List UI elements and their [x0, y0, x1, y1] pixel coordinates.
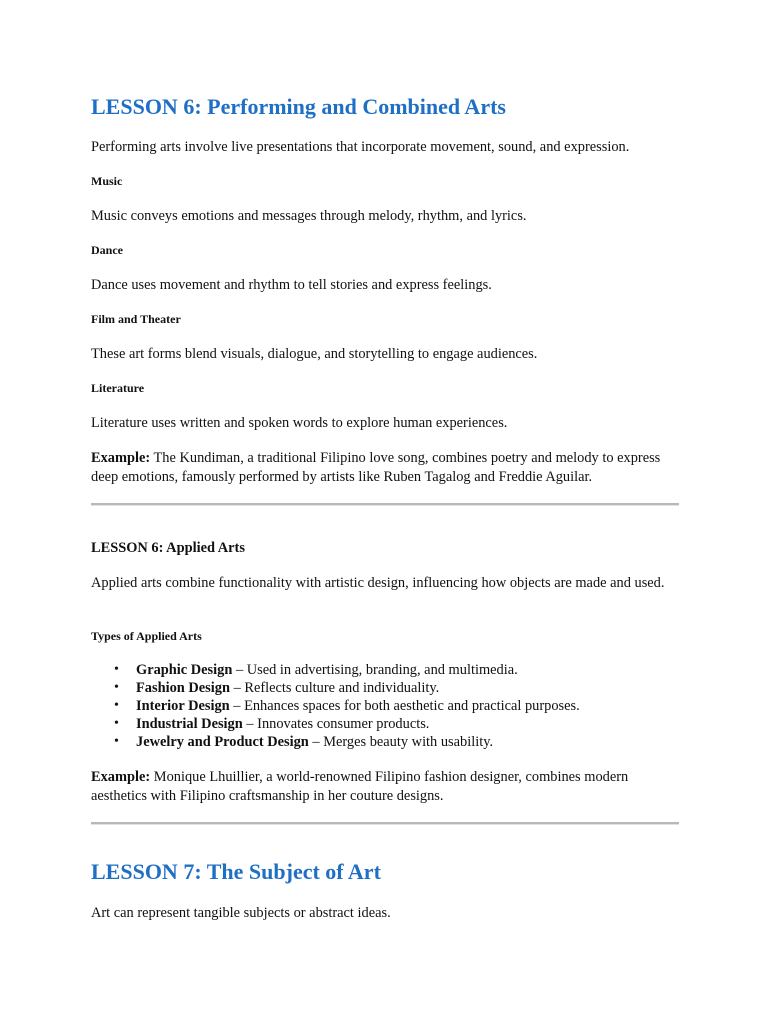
list-item-desc: – Merges beauty with usability. [308, 734, 494, 750]
horizontal-divider [91, 822, 679, 825]
section-text-literature: Literature uses written and spoken words to explore human experiences. [91, 415, 508, 431]
list-item [91, 679, 679, 697]
section-heading-music: Music [91, 174, 123, 188]
section-text-film-theater: These art forms blend visuals, dialogue, and storytelling to engage audiences. [91, 346, 538, 362]
list-item [91, 715, 679, 733]
bullet-icon: • [114, 716, 119, 731]
lesson6-applied-title: LESSON 6: Applied Arts [91, 540, 245, 556]
list-item-term: Interior Design [136, 698, 230, 714]
lesson6-applied-intro: Applied arts combine functionality with artistic design, influencing how objects are made and used. [91, 575, 665, 591]
list-item [91, 661, 679, 679]
types-heading: Types of Applied Arts [91, 629, 202, 643]
list-item-term: Graphic Design [136, 662, 233, 678]
lesson6-performing-intro: Performing arts involve live presentations that incorporate movement, sound, and expression. [91, 139, 630, 155]
section-heading-dance: Dance [91, 243, 123, 257]
example-text: The Kundiman, a traditional Filipino love song, combines poetry and melody to express deep emotions, famously performed by artists like Ruben Tagalog and Freddie Aguilar. [91, 450, 661, 485]
list-item-desc: – Enhances spaces for both aesthetic and practical purposes. [229, 698, 580, 714]
list-item-desc: – Reflects culture and individuality. [229, 680, 440, 696]
list-item [91, 733, 679, 751]
example-paragraph-kundiman [91, 449, 679, 487]
list-item-term: Jewelry and Product Design [136, 734, 309, 750]
section-text-dance: Dance uses movement and rhythm to tell stories and express feelings. [91, 277, 492, 293]
horizontal-divider [91, 503, 679, 506]
section-heading-film-theater: Film and Theater [91, 312, 181, 326]
example-paragraph-lhuillier [91, 768, 679, 806]
example-label: Example: [91, 450, 151, 466]
applied-arts-list [91, 661, 679, 751]
example-text: Monique Lhuillier, a world-renowned Filipino fashion designer, combines modern aesthetics with Filipino craftsmanship in her couture designs. [91, 769, 629, 804]
list-item-desc: – Innovates consumer products. [242, 716, 430, 732]
bullet-icon: • [114, 680, 119, 695]
bullet-icon: • [114, 662, 119, 677]
lesson7-title: LESSON 7: The Subject of Art [91, 859, 381, 884]
lesson6-performing-title: LESSON 6: Performing and Combined Arts [91, 94, 506, 119]
bullet-icon: • [114, 698, 119, 713]
section-text-music: Music conveys emotions and messages through melody, rhythm, and lyrics. [91, 208, 527, 224]
section-heading-literature: Literature [91, 381, 145, 395]
lesson7-intro: Art can represent tangible subjects or abstract ideas. [91, 905, 391, 921]
example-label: Example: [91, 769, 151, 785]
list-item-term: Industrial Design [136, 716, 243, 732]
list-item-term: Fashion Design [136, 680, 230, 696]
bullet-icon: • [114, 734, 119, 749]
list-item [91, 697, 679, 715]
list-item-desc: – Used in advertising, branding, and multimedia. [232, 662, 518, 678]
